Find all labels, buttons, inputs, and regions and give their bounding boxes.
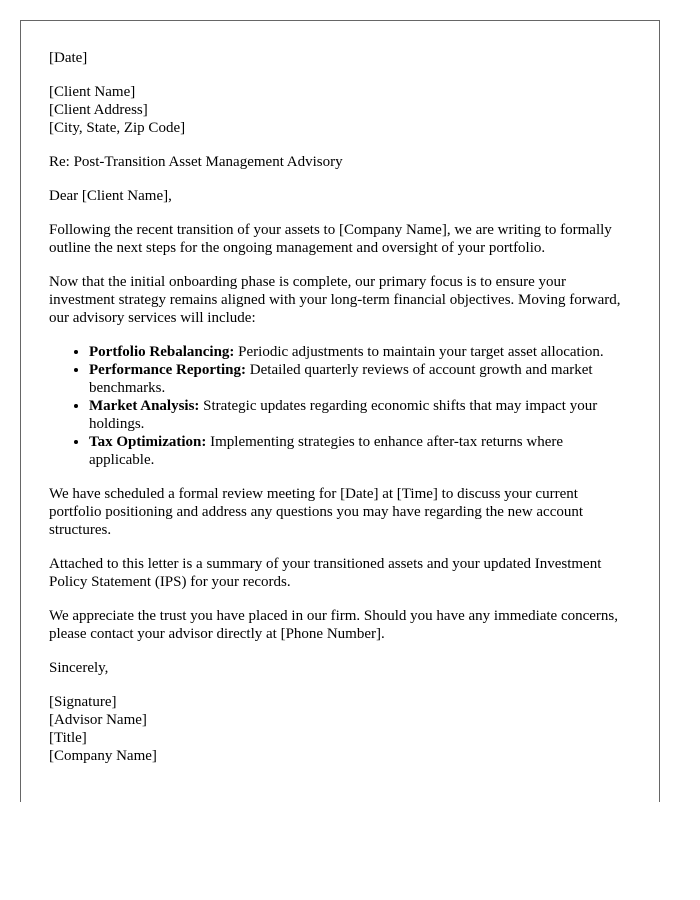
service-title: Performance Reporting: (89, 362, 247, 378)
letter-date: [Date] (49, 50, 88, 66)
recipient-name: [Client Name] (49, 84, 136, 100)
advisor-name: [Advisor Name] (49, 712, 147, 728)
service-description: Detailed quarterly reviews of account growth and market benchmarks. (89, 362, 593, 396)
service-title: Tax Optimization: (89, 434, 207, 450)
services-list (49, 343, 631, 469)
letter-page (20, 20, 660, 802)
signature-block (49, 693, 631, 765)
signature-placeholder: [Signature] (49, 694, 117, 710)
service-description: Strategic updates regarding economic shifts that may impact your holdings. (89, 398, 598, 432)
service-description: Implementing strategies to enhance after-tax returns where applicable. (89, 434, 564, 468)
recipient-block (49, 83, 631, 137)
focus-paragraph: Now that the initial onboarding phase is complete, our primary focus is to ensure your investment strategy remains aligned with your long-term financial objectives. Moving forward, our advisory services will include: (49, 274, 621, 326)
intro-paragraph: Following the recent transition of your assets to [Company Name], we are writing to formally outline the next steps for the ongoing management and oversight of your portfolio. (49, 222, 612, 256)
closing-paragraph: We appreciate the trust you have placed in our firm. Should you have any immediate concerns, please contact your advisor directly at [Phone Number]. (49, 608, 619, 642)
list-item (89, 361, 631, 397)
recipient-address: [Client Address] (49, 102, 148, 118)
advisor-title: [Title] (49, 730, 87, 746)
signoff: Sincerely, (49, 660, 109, 676)
meeting-paragraph: We have scheduled a formal review meeting for [Date] at [Time] to discuss your current portfolio positioning and address any questions you may have regarding the new account structures. (49, 486, 584, 538)
service-title: Market Analysis: (89, 398, 200, 414)
service-title: Portfolio Rebalancing: (89, 344, 235, 360)
recipient-city-state-zip: [City, State, Zip Code] (49, 120, 186, 136)
salutation: Dear [Client Name], (49, 188, 172, 204)
subject-line: Re: Post-Transition Asset Management Advisory (49, 154, 343, 170)
attachment-paragraph: Attached to this letter is a summary of your transitioned assets and your updated Investment Policy Statement (IPS) for your records. (49, 556, 602, 590)
company-name: [Company Name] (49, 748, 157, 764)
service-description: Periodic adjustments to maintain your target asset allocation. (234, 344, 604, 360)
list-item (89, 397, 631, 433)
list-item (89, 343, 631, 361)
list-item (89, 433, 631, 469)
